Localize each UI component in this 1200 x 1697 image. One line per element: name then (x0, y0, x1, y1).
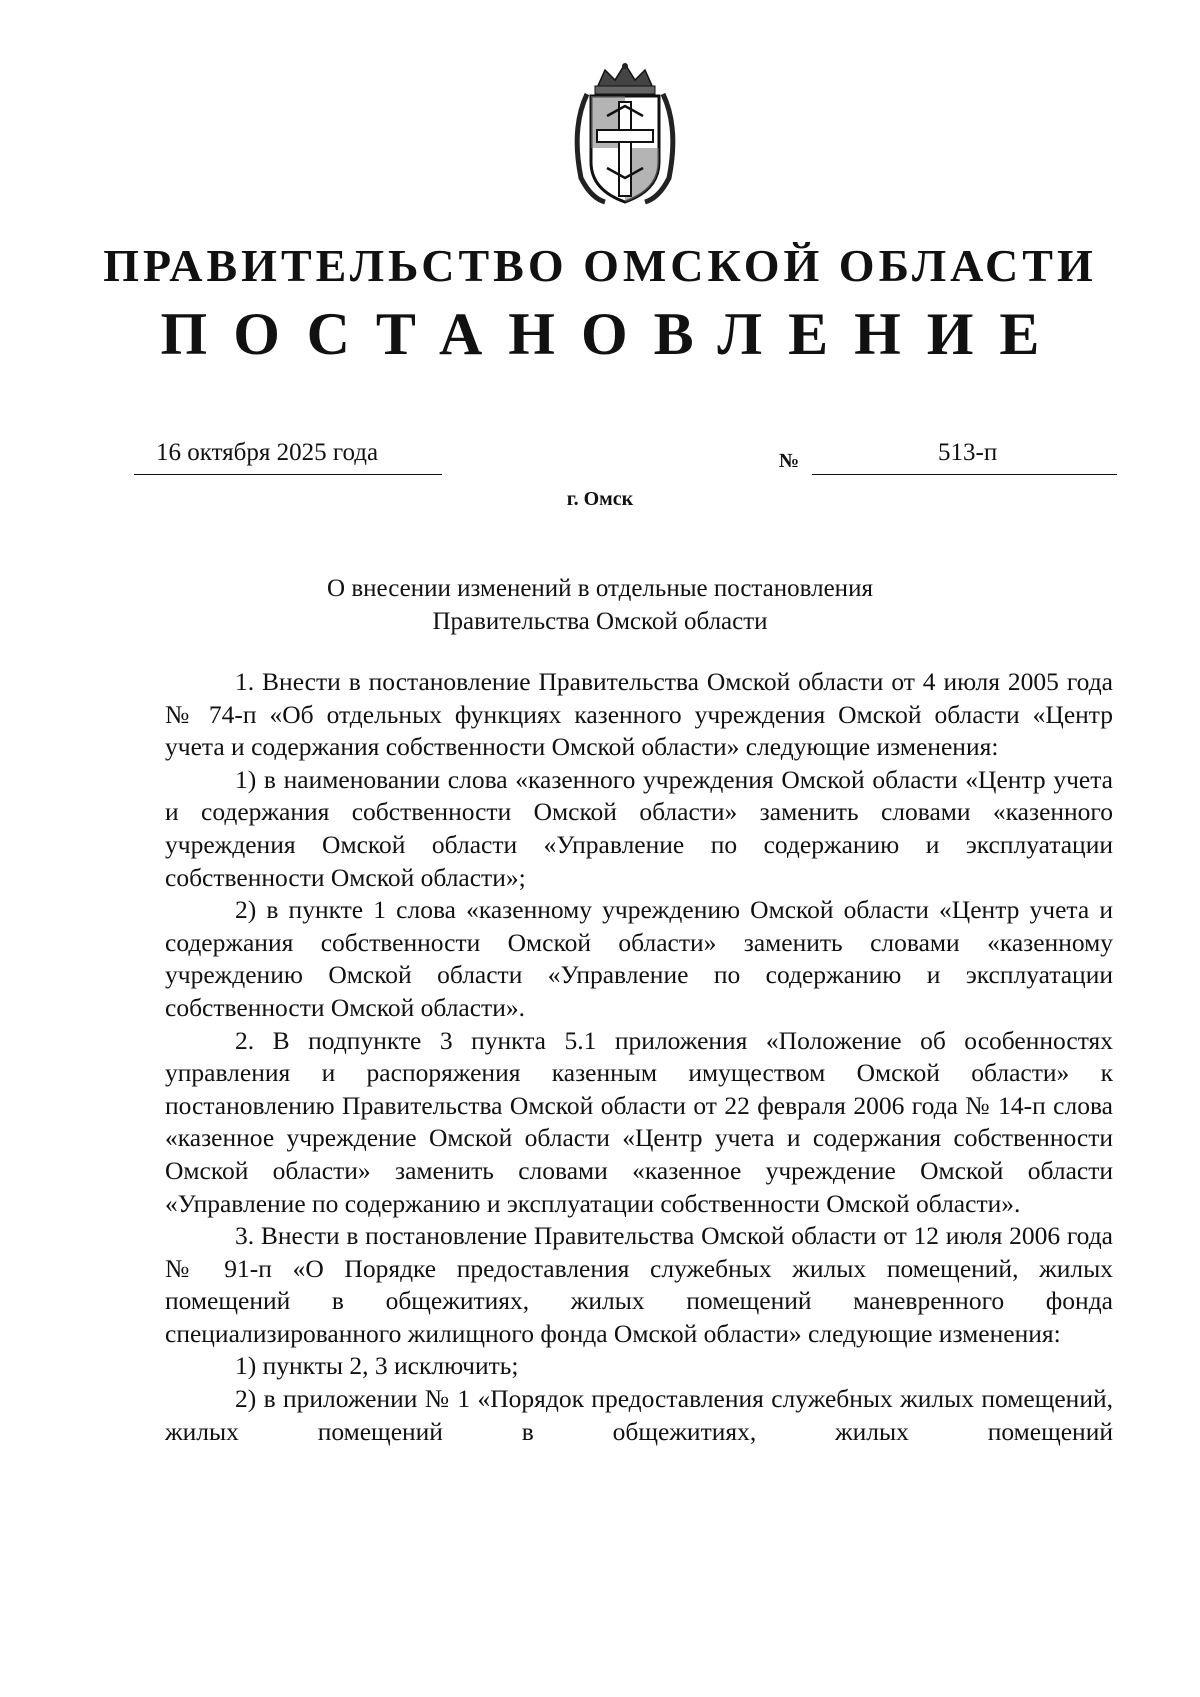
date-field (134, 436, 442, 475)
paragraph: 1) пункты 2, 3 исключить; (235, 1351, 519, 1381)
document-body (165, 666, 1113, 1448)
document-type-heading: ПОСТАНОВЛЕНИЕ (160, 301, 1066, 367)
paragraph: 1) в наименовании слова «казенного учреждения Омской области «Центр учета и содержания собственности Омской области» заменить словами «казенного учреждения Омской области «Управление по содержанию и эксплуатации собственности Омской области»; (165, 764, 1113, 892)
paragraph: 3. Внести в постановление Правительства Омской области от 12 июля 2006 года № 91-п «О Порядке предоставления служебных жилых помещений, жилых помещений в общежитиях, жилых помещений маневренного фонда специализированного жилищного фонда Омской области» следующие изменения: (165, 1221, 1113, 1348)
city-label: г. Омск (566, 488, 634, 510)
subject-line-1: О внесении изменений в отдельные постановления (327, 575, 873, 602)
subject-line-2: Правительства Омской области (432, 608, 768, 635)
paragraph: 2) в пункте 1 слова «казенному учреждению Омской области «Центр учета и содержания собственности Омской области» заменить словами «казенному учреждению Омской области «Управление по содержанию и эксплуатации собственности Омской области». (165, 895, 1113, 1022)
number-field (812, 436, 1117, 475)
coat-of-arms-icon (567, 58, 683, 208)
number-sign: № (779, 450, 800, 472)
organization-title: ПРАВИТЕЛЬСТВО ОМСКОЙ ОБЛАСТИ (103, 240, 1097, 291)
document-subject (0, 572, 1200, 638)
paragraph: 2) в приложении № 1 «Порядок предоставления служебных жилых помещений, жилых помещений в общежитиях, жилых помещений (165, 1384, 1113, 1446)
paragraph: 2. В подпункте 3 пункта 5.1 приложения «Положение об особенностях управления и распоряжения казенным имуществом Омской области» к постановлению Правительства Омской области от 22 февраля 2006 года № 14-п слова «казенное учреждение Омской области «Центр учета и содержания собственности Омской области» заменить словами «казенное учреждение Омской области «Управление по содержанию и эксплуатации собственности Омской области». (165, 1025, 1113, 1218)
document-date: 16 октября 2025 года (156, 439, 379, 466)
paragraph: 1. Внести в постановление Правительства Омской области от 4 июля 2005 года № 74-п «Об отдельных функциях казенного учреждения Омской области «Центр учета и содержания собственности Омской области» следующие изменения: (165, 667, 1113, 762)
document-number: 513-п (938, 439, 998, 466)
